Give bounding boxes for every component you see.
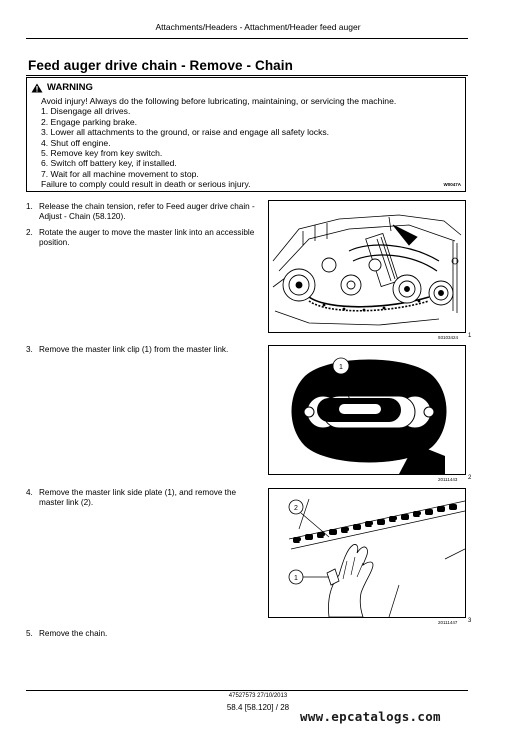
footer-rule (26, 690, 468, 691)
step-2 (26, 228, 261, 248)
warning-line: Failure to comply could result in death or serious injury. (41, 179, 251, 190)
step-number: 1. (26, 202, 33, 211)
step-4 (26, 488, 261, 508)
warning-line: 6. Switch off battery key, if installed. (41, 158, 177, 169)
figure-3-code: 20111447 (438, 620, 458, 625)
warning-header (31, 82, 93, 93)
step-1 (26, 202, 261, 222)
warning-triangle-icon (31, 83, 43, 93)
master-link-side-plate-illustration (269, 489, 465, 617)
warning-box (26, 77, 466, 192)
figure-2-code: 20111443 (438, 477, 458, 482)
step-text: Remove the master link side plate (1), and remove the master link (2). (39, 488, 237, 507)
warning-code: W0047A (443, 182, 461, 187)
callout-2-label: 2 (294, 505, 298, 512)
section-title: Feed auger drive chain - Remove - Chain (28, 58, 293, 73)
callout-1-label: 1 (339, 364, 343, 371)
auger-drive-illustration (269, 201, 465, 332)
warning-line: 5. Remove key from key switch. (41, 148, 163, 159)
watermark-text: www.epcatalogs.com (300, 709, 441, 724)
warning-line: 7. Wait for all machine movement to stop. (41, 168, 199, 179)
title-rule (26, 75, 468, 76)
warning-heading: WARNING (47, 82, 93, 93)
figure-3-master-link-side-plate (268, 488, 466, 618)
figure-1-number: 1 (468, 333, 472, 339)
step-text: Release the chain tension, refer to Feed auger drive chain - Adjust - Chain (58.120). (39, 202, 255, 221)
step-3 (26, 345, 261, 355)
warning-line: Avoid injury! Always do the following before lubricating, maintaining, or servicing the machine. (41, 96, 397, 106)
step-text: Remove the chain. (39, 629, 108, 638)
master-link-clip-illustration (269, 346, 465, 474)
figure-2-number: 2 (468, 475, 472, 481)
callout-1-label: 1 (294, 575, 298, 582)
step-number: 3. (26, 345, 33, 354)
warning-line: 1. Disengage all drives. (41, 106, 131, 117)
warning-text (41, 96, 396, 190)
step-number: 5. (26, 629, 33, 638)
step-number: 2. (26, 228, 33, 237)
page-header-breadcrumb: Attachments/Headers - Attachment/Header feed auger (155, 22, 361, 32)
step-number: 4. (26, 488, 33, 497)
step-5 (26, 629, 261, 639)
step-text: Rotate the auger to move the master link into an accessible position. (39, 228, 255, 247)
figure-1-code: 93103424 (438, 335, 459, 340)
figure-2-master-link-clip (268, 345, 466, 475)
footer-document-code: 47527573 27/10/2013 (228, 693, 288, 699)
figure-3-number: 3 (468, 618, 472, 624)
step-text: Remove the master link clip (1) from the master link. (39, 345, 229, 354)
warning-line: 3. Lower all attachments to the ground, or raise and engage all safety locks. (41, 127, 330, 138)
warning-line: 2. Engage parking brake. (41, 116, 138, 127)
header-rule (26, 38, 468, 39)
warning-line: 4. Shut off engine. (41, 137, 111, 148)
figure-1-auger-drive (268, 200, 466, 333)
footer-page-number: 58.4 [58.120] / 28 (226, 703, 290, 712)
